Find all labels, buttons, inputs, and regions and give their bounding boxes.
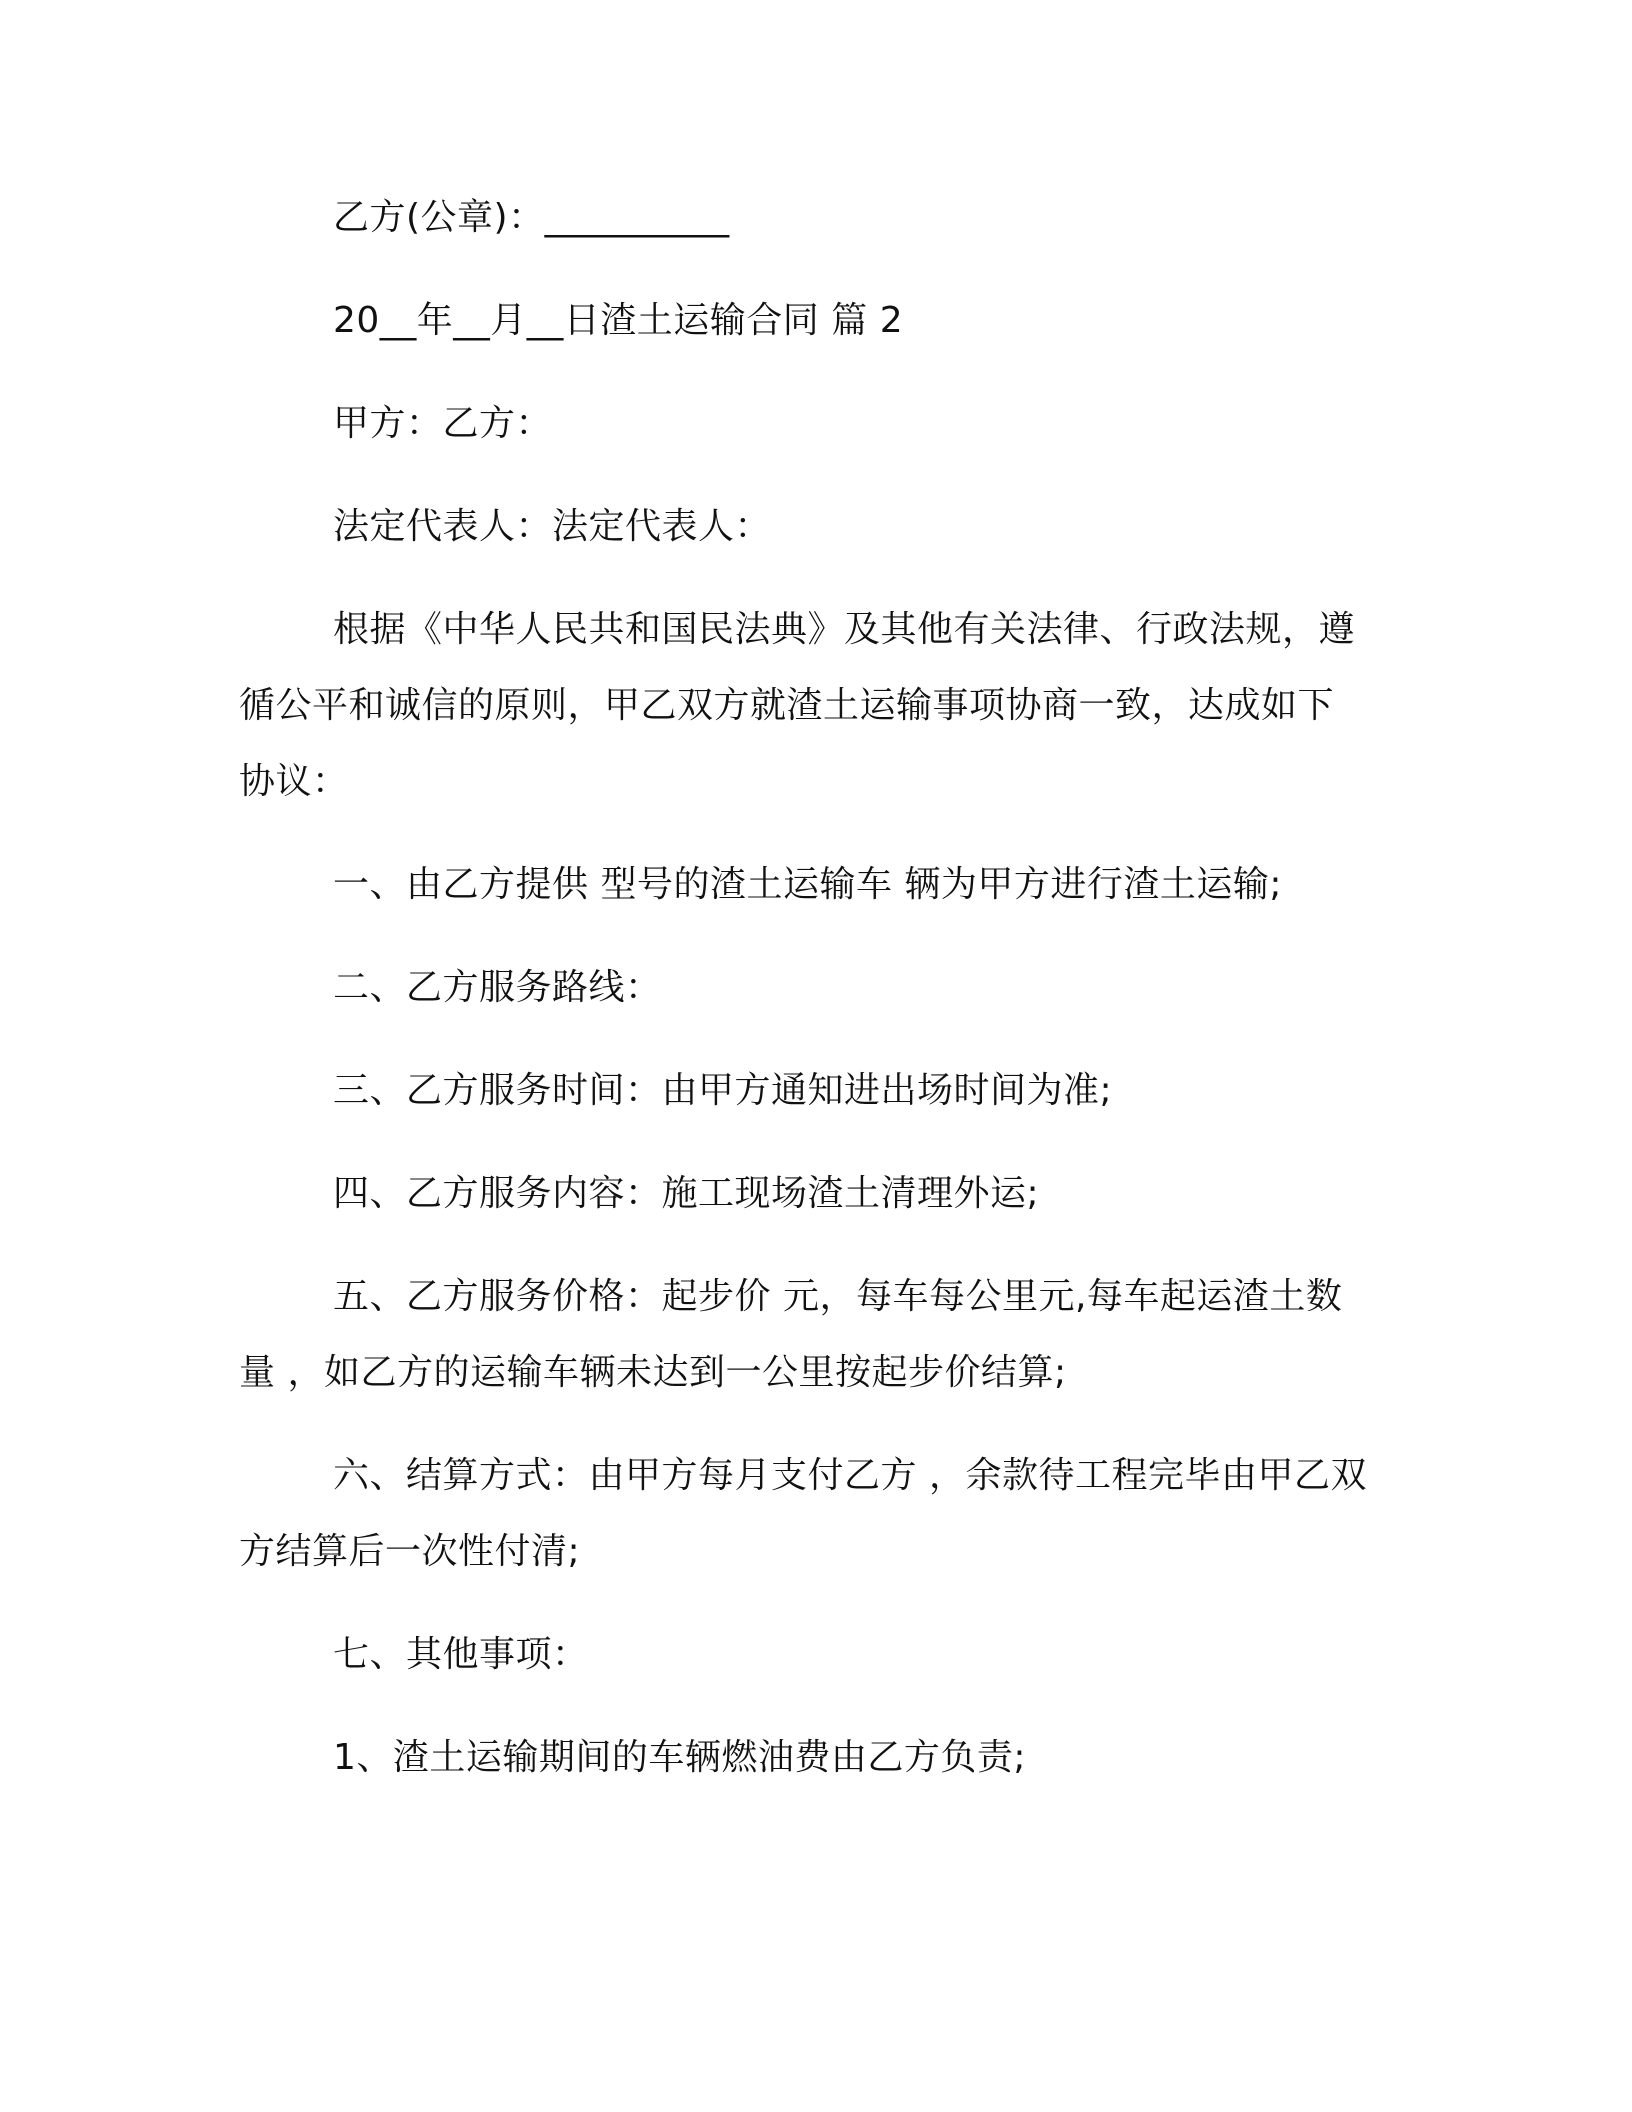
preamble-line-2: 循公平和诚信的原则，甲乙双方就渣土运输事项协商一致，达成如下	[239, 685, 1335, 726]
clause-3: 三、乙方服务时间：由甲方通知进出场时间为准;	[333, 1070, 1113, 1111]
preamble-line-1: 根据《中华人民共和国民法典》及其他有关法律、行政法规，遵	[333, 609, 1356, 650]
clause-2: 二、乙方服务路线：	[333, 967, 662, 1008]
clause-6-line-1: 六、结算方式：由甲方每月支付乙方 ，余款待工程完毕由甲乙双	[333, 1455, 1367, 1496]
legal-representatives-line: 法定代表人：法定代表人：	[333, 506, 772, 547]
clause-5-line-2: 量 ，如乙方的运输车辆未达到一公里按起步价结算;	[239, 1352, 1067, 1393]
clause-7: 七、其他事项：	[333, 1634, 589, 1675]
party-b-seal-line: 乙方(公章)：__________	[333, 197, 730, 238]
clause-6-line-2: 方结算后一次性付清;	[239, 1531, 581, 1572]
clause-7-item-1: 1、渣土运输期间的车辆燃油费由乙方负责;	[333, 1737, 1027, 1778]
clause-1: 一、由乙方提供 型号的渣土运输车 辆为甲方进行渣土运输;	[333, 864, 1283, 905]
preamble-line-3: 协议：	[239, 761, 349, 802]
date-title-line: 20__年__月__日渣土运输合同 篇 2	[333, 300, 904, 341]
parties-line: 甲方：乙方：	[333, 403, 553, 444]
clause-5-line-1: 五、乙方服务价格：起步价 元，每车每公里元,每车起运渣土数	[333, 1276, 1343, 1317]
clause-4: 四、乙方服务内容：施工现场渣土清理外运;	[333, 1173, 1040, 1214]
